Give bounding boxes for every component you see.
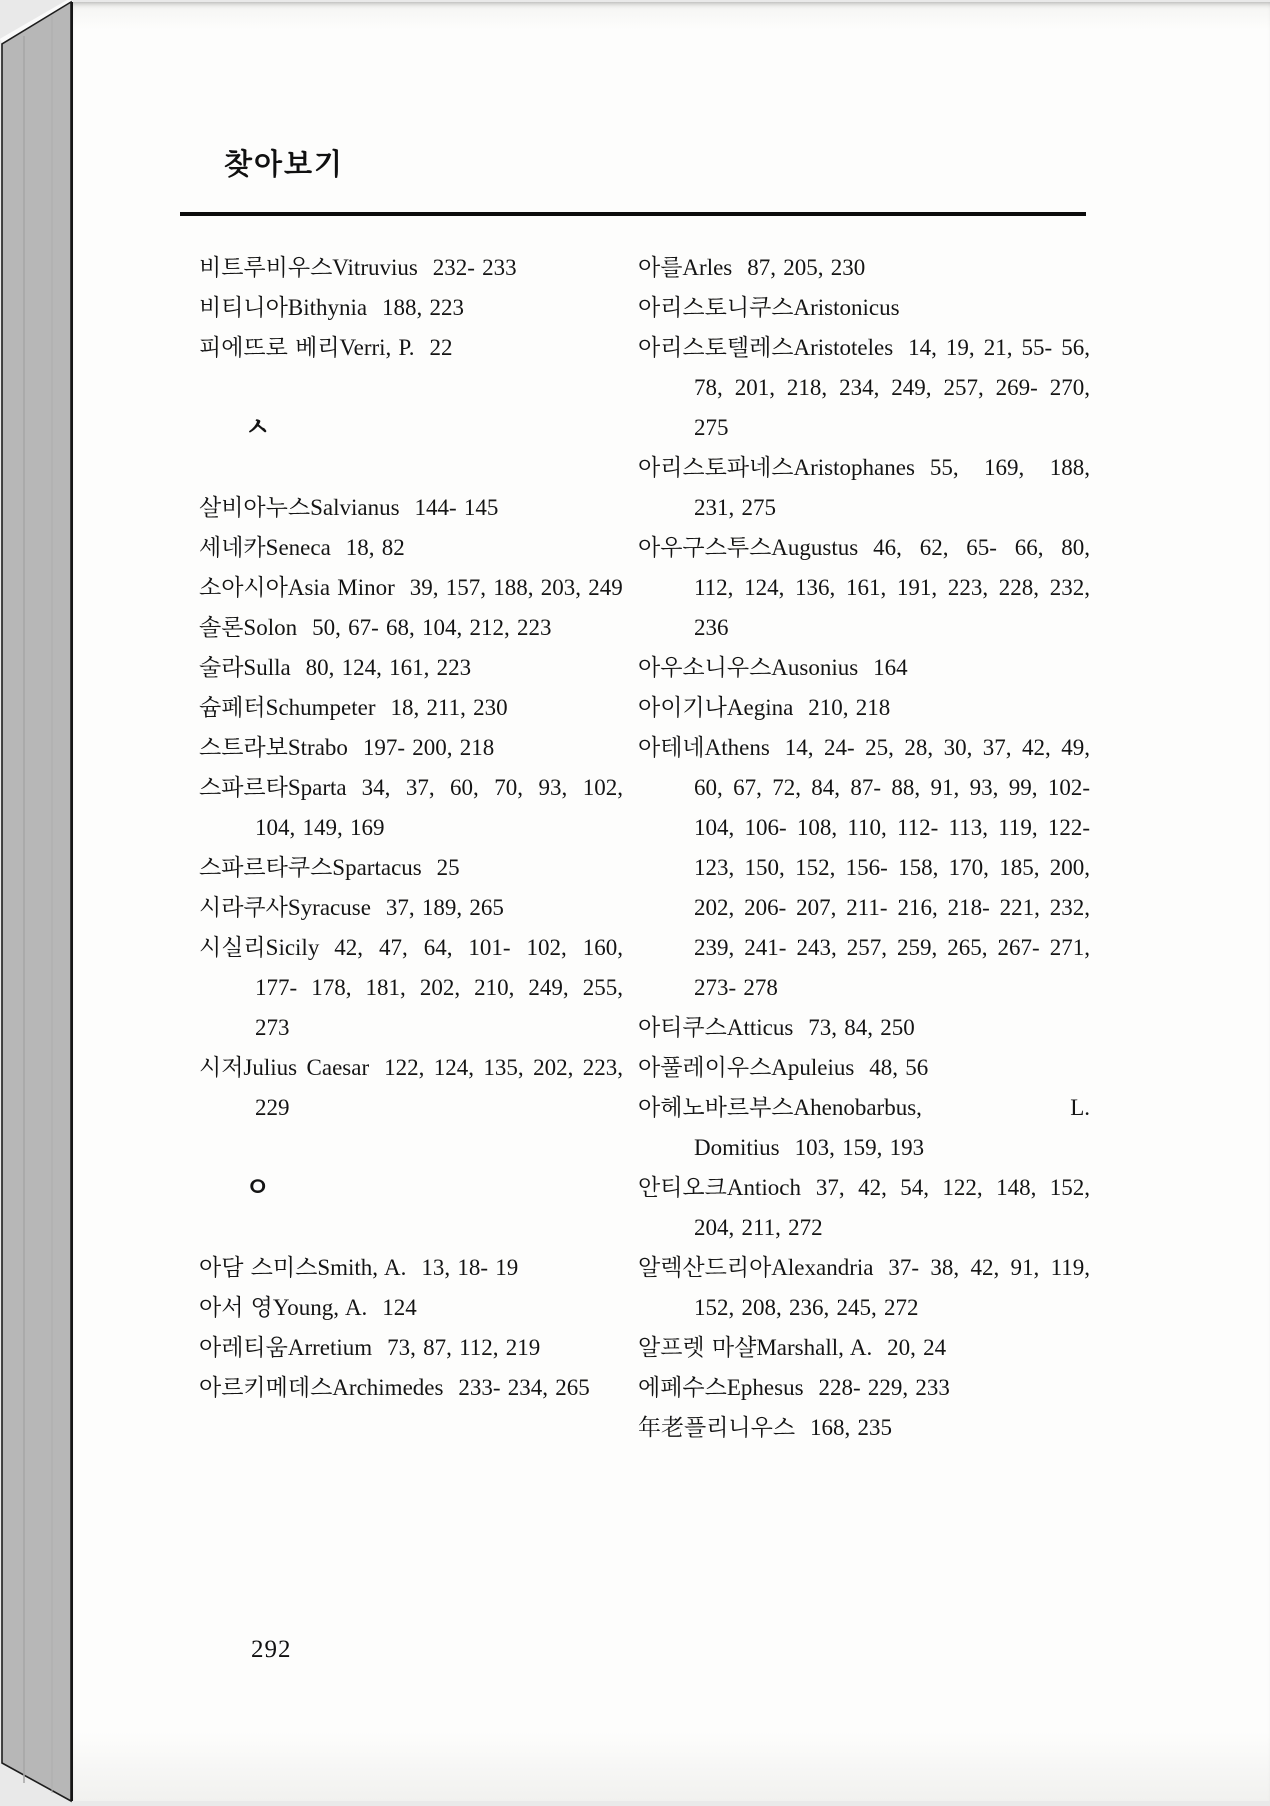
index-entry (638, 1048, 1090, 1088)
index-entry (199, 888, 623, 928)
entry-pages: 124 (382, 1295, 417, 1320)
entry-term: 아테네Athens (638, 735, 770, 760)
entry-term: 아리스토파네스Aristophanes (638, 455, 915, 480)
entry-term: 소아시아Asia Minor (199, 575, 395, 600)
index-entry (638, 528, 1090, 648)
book-edge-pages (0, 0, 74, 1806)
entry-pages: 197- 200, 218 (362, 735, 495, 760)
entry-pages: 50, 67- 68, 104, 212, 223 (312, 615, 552, 640)
entry-pages: 164 (873, 655, 908, 680)
entry-term: 에페수스Ephesus (638, 1375, 804, 1400)
index-entry (638, 728, 1090, 1008)
entry-term: 시실리Sicily (199, 935, 320, 960)
entry-term: 아헤노바르부스Ahenobarbus, L. Domitius (638, 1095, 1090, 1160)
index-entry (199, 528, 623, 568)
index-entry (199, 928, 623, 1048)
entry-term: 비트루비우스Vitruvius (199, 255, 418, 280)
entry-term: 알프렛 마샬Marshall, A. (638, 1335, 873, 1360)
index-entry (638, 328, 1090, 448)
entry-pages: 20, 24 (887, 1335, 947, 1360)
entry-pages: 25 (436, 855, 460, 880)
index-entry (638, 1248, 1090, 1328)
entry-term: 아리스토니쿠스Aristonicus (638, 295, 900, 320)
index-entry (199, 328, 623, 368)
page-title: 찾아보기 (224, 149, 345, 181)
index-entry (638, 1368, 1090, 1408)
index-column-left (199, 248, 623, 1408)
entry-pages: 228- 229, 233 (818, 1375, 950, 1400)
entry-pages: 37, 189, 265 (385, 895, 504, 920)
entry-term: 아티쿠스Atticus (638, 1015, 794, 1040)
index-entry (638, 1088, 1090, 1168)
entry-pages: 48, 56 (869, 1055, 929, 1080)
entry-pages: 80, 124, 161, 223 (305, 655, 472, 680)
entry-term: 아레티움Arretium (199, 1335, 373, 1360)
index-entry (638, 1168, 1090, 1248)
entry-pages: 122, 124, 135, 202, 223, 229 (255, 1055, 623, 1120)
index-entry (638, 648, 1090, 688)
index-entry (638, 448, 1090, 528)
entry-pages: 18, 211, 230 (390, 695, 508, 720)
entry-term: 아르키메데스Archimedes (199, 1375, 444, 1400)
entry-pages: 37- 38, 42, 91, 119, 152, 208, 236, 245, 272 (694, 1255, 1090, 1320)
entry-term: 아를Arles (638, 255, 733, 280)
entry-pages: 168, 235 (810, 1415, 893, 1440)
index-entry (199, 768, 623, 848)
entry-term: 아리스토텔레스Aristoteles (638, 335, 894, 360)
index-entry (199, 848, 623, 888)
index-entry (638, 248, 1090, 288)
index-entry (638, 688, 1090, 728)
entry-term: 年老플리니우스 (638, 1415, 796, 1440)
entry-pages: 34, 37, 60, 70, 93, 102, 104, 149, 169 (255, 775, 623, 840)
entry-pages: 73, 84, 250 (808, 1015, 915, 1040)
index-entry (638, 1408, 1090, 1448)
entry-pages: 13, 18- 19 (421, 1255, 519, 1280)
index-entry (199, 568, 623, 608)
entry-pages: 37, 42, 54, 122, 148, 152, 204, 211, 272 (694, 1175, 1090, 1240)
entry-term: 솔론Solon (199, 615, 298, 640)
entry-pages: 46, 62, 65- 66, 80, 112, 124, 136, 161, 191, 223, 228, 232, 236 (694, 535, 1090, 640)
index-entry (199, 1328, 623, 1368)
entry-pages: 22 (429, 335, 453, 360)
entry-term: 시저Julius Caesar (199, 1055, 370, 1080)
index-entry (199, 608, 623, 648)
entry-term: 아풀레이우스Apuleius (638, 1055, 855, 1080)
entry-term: 시라쿠사Syracuse (199, 895, 371, 920)
entry-pages: 39, 157, 188, 203, 249 (409, 575, 623, 600)
entry-pages: 14, 24- 25, 28, 30, 37, 42, 49, 60, 67, 72, 84, 87- 88, 91, 93, 99, 102- 104, 106- 108, 110, 112- 113, 119, 122- 123, 150, 152, 156- 158, 170, 185, 200, 202, 206- 207, 211- 216, 218- 221, 232, 239, 241- 243, 257, 259, 265, 267- 271, 273- 278 (694, 735, 1090, 1000)
entry-pages: 233- 234, 265 (458, 1375, 590, 1400)
section-marker: ㅇ (245, 1173, 271, 1202)
index-entry (199, 728, 623, 768)
entry-pages: 14, 19, 21, 55- 56, 78, 201, 218, 234, 249, 257, 269- 270, 275 (694, 335, 1090, 440)
index-entry (638, 1328, 1090, 1368)
index-entry (638, 1008, 1090, 1048)
entry-term: 스트라보Strabo (199, 735, 348, 760)
index-entry (199, 648, 623, 688)
entry-term: 스파르타Sparta (199, 775, 347, 800)
entry-term: 술라Sulla (199, 655, 291, 680)
entry-term: 알렉산드리아Alexandria (638, 1255, 874, 1280)
index-entry (199, 1288, 623, 1328)
index-column-right (638, 248, 1090, 1448)
index-entry (199, 248, 623, 288)
header-rule (180, 212, 1086, 216)
index-entry (638, 288, 1090, 328)
entry-pages: 73, 87, 112, 219 (387, 1335, 541, 1360)
entry-term: 비티니아Bithynia (199, 295, 368, 320)
entry-term: 스파르타쿠스Spartacus (199, 855, 422, 880)
entry-pages: 18, 82 (345, 535, 405, 560)
entry-pages: 144- 145 (414, 495, 499, 520)
entry-term: 아이기나Aegina (638, 695, 794, 720)
entry-term: 세네카Seneca (199, 535, 331, 560)
entry-pages: 232- 233 (432, 255, 517, 280)
entry-term: 슘페터Schumpeter (199, 695, 376, 720)
entry-term: 피에뜨로 베리Verri, P. (199, 335, 415, 360)
entry-pages: 103, 159, 193 (794, 1135, 925, 1160)
entry-term: 살비아누스Salvianus (199, 495, 400, 520)
index-entry (199, 1048, 623, 1128)
index-entry (199, 1368, 623, 1408)
entry-term: 아서 영Young, A. (199, 1295, 368, 1320)
index-entry (199, 288, 623, 328)
index-entry (199, 488, 623, 528)
entry-pages: 55, 169, 188, 231, 275 (694, 455, 1090, 520)
index-entry (199, 688, 623, 728)
entry-pages: 188, 223 (382, 295, 465, 320)
index-entry (199, 1248, 623, 1288)
entry-pages: 210, 218 (808, 695, 891, 720)
entry-term: 안티오크Antioch (638, 1175, 801, 1200)
section-marker: ㅅ (245, 413, 271, 442)
entry-term: 아우소니우스Ausonius (638, 655, 859, 680)
entry-term: 아담 스미스Smith, A. (199, 1255, 407, 1280)
entry-pages: 42, 47, 64, 101- 102, 160, 177- 178, 181, 202, 210, 249, 255, 273 (255, 935, 623, 1040)
page-number: 292 (251, 1636, 292, 1663)
entry-pages: 87, 205, 230 (747, 255, 866, 280)
entry-term: 아우구스투스Augustus (638, 535, 859, 560)
